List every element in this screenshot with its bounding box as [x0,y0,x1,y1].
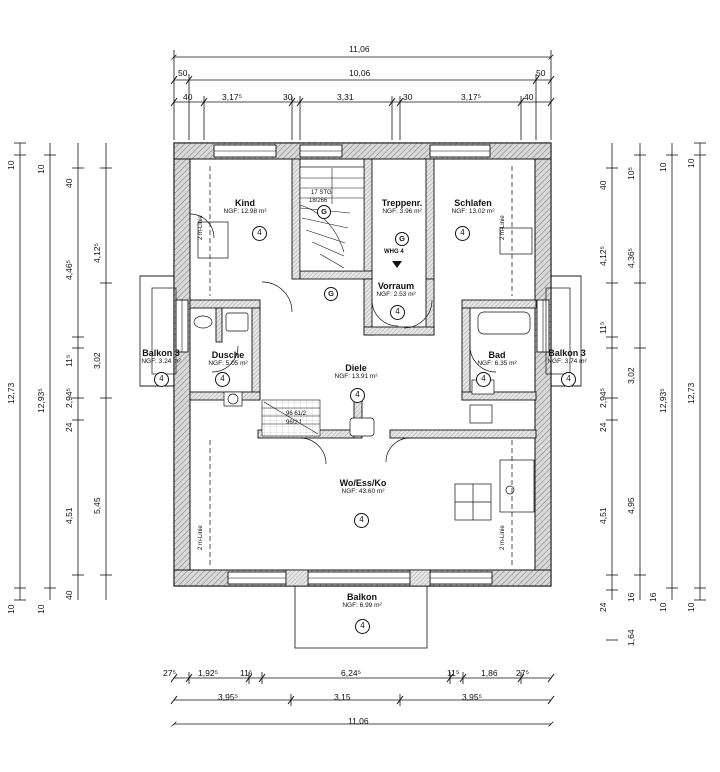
dim-left-inner-451: 4,51 [64,507,74,524]
room-wo-ess-ko [325,478,401,495]
dim-bot1-186: 1,86 [481,668,498,678]
room-diele [322,363,390,380]
room-balkon3-right-area: NGF: 3.74 m² [547,358,587,365]
dim-right-mid-105: 10⁵ [626,167,636,180]
dim-right-outer-10b: 10 [658,602,668,612]
dim-left-outer-10b: 10 [6,604,16,614]
dim-right-mid-495: 4,95 [626,497,636,514]
dim-bot3-total: 11,06 [348,716,369,726]
axis-label-2m-right-lower: 2 m-Linie [500,525,506,550]
room-bad-name: Bad [488,350,506,360]
dim-left-inner2-4125: 4,12⁵ [92,242,102,263]
dim-right-inner-2945: 2,94⁵ [598,387,608,408]
label-whg: WHG 4 [384,249,404,255]
dim-left-outer-10a: 10 [6,160,16,170]
dim-left-inner2-302: 3,02 [92,352,102,369]
dim-left-mid-12935: 12,93⁵ [36,388,46,413]
stair-note-2: 18/266 [309,198,328,204]
room-treppenr-area: NGF: 3.96 m² [382,208,422,215]
room-bad-badge: 4 [476,372,491,387]
dim-top3-3175b: 3,17⁵ [461,92,482,102]
dim-bot2-3955a: 3,95⁵ [218,692,239,702]
dim-right-mid-4365: 4,36⁵ [626,247,636,268]
dim-right-inner-115: 11⁵ [598,321,608,334]
g-marker-stair: G [317,205,331,219]
dim-left-mid-10b: 10 [36,604,46,614]
room-balkon-badge: 4 [355,619,370,634]
dim-left-inner-40a: 40 [64,178,74,188]
dim-right-mid-164: 1,64 [626,629,636,646]
dim-bot1-115b: 11⁵ [447,668,460,678]
room-vorraum-badge: 4 [390,305,405,320]
dim-bot1-275b: 27⁵ [516,668,529,678]
room-balkon3-right [536,348,598,365]
room-dusche-name: Dusche [211,350,245,360]
dim-top3-40b: 40 [524,92,534,102]
dim-left-outer-1273: 12,73 [6,382,16,404]
g-marker-vorraum-top: G [395,232,409,246]
room-balkon-area: NGF: 6.99 m² [342,602,382,609]
room-kind [212,198,278,215]
room-balkon3-left-area: NGF: 3.24 m² [141,358,181,365]
dim-bot1-6245: 6,24⁵ [341,668,362,678]
dim-top3-331: 3,31 [337,92,354,102]
dim-left-inner-24: 24 [64,422,74,432]
room-vorraum-area: NGF: 2.53 m² [376,291,416,298]
room-balkon3-left-name: Balkon 3 [142,348,180,358]
dim-left-inner-115: 11⁵ [64,354,74,367]
dim-left-inner2-545: 5,45 [92,497,102,514]
dim-top3-30b: 30 [403,92,413,102]
dim-right-inner-4125: 4,12⁵ [598,245,608,266]
room-wo-ess-ko-area: NGF: 43.60 m² [341,488,385,495]
door-note-1: 96 61/2 [286,411,307,417]
dim-right-inner-451: 4,51 [598,507,608,524]
dim-right-mid-16a: 16 [626,592,636,602]
dim-right-far-10b: 10 [686,602,696,612]
dim-left-inner-2945: 2,94⁵ [64,387,74,408]
dim-bot1-115a: 11⁵ [240,668,253,678]
dim-top-total: 11,06 [349,44,370,54]
room-schlafen [440,198,506,215]
dim-bot1-1925: 1,92⁵ [198,668,219,678]
dim-top3-30a: 30 [283,92,293,102]
dim-top-1006: 10,06 [349,68,371,78]
room-treppenr [371,198,433,215]
room-wo-ess-ko-badge: 4 [354,513,369,528]
room-balkon [328,592,396,609]
room-schlafen-name: Schlafen [454,198,492,208]
dim-right-far-1273: 12,73 [686,382,696,404]
room-vorraum [363,281,429,298]
axis-label-2m-left-upper: 2 m-Linie [198,215,204,240]
room-schlafen-area: NGF: 13.02 m² [451,208,495,215]
room-balkon3-left-badge: 4 [154,372,169,387]
dim-bot1-275a: 27⁵ [163,668,176,678]
dim-right-mid-302: 3,02 [626,367,636,384]
room-dusche-area: NGF: 5.05 m² [208,360,248,367]
dim-left-inner-4465: 4,46⁵ [64,259,74,280]
dim-right-outer-12935: 12,93⁵ [658,388,668,413]
axis-label-2m-left-lower: 2 m-Linie [198,525,204,550]
stair-note-1: 17 STG [311,190,332,196]
dim-bot2-3955b: 3,95⁵ [462,692,483,702]
g-marker-diele: G [324,287,338,301]
room-bad [470,350,524,367]
dim-right-mid-16b: 16 [648,592,658,602]
room-bad-area: NGF: 6.35 m² [477,360,517,367]
room-dusche-badge: 4 [215,372,230,387]
room-diele-badge: 4 [350,388,365,403]
room-dusche [196,350,260,367]
dim-right-outer-10a: 10 [658,162,668,172]
room-balkon3-left [130,348,192,365]
dim-right-inner-40: 40 [598,180,608,190]
whg-arrow-icon [392,261,402,268]
room-wo-ess-ko-name: Wo/Ess/Ko [339,478,387,488]
axis-label-2m-right-upper: 2 m-Linie [500,215,506,240]
room-vorraum-name: Vorraum [377,281,415,291]
room-schlafen-badge: 4 [455,226,470,241]
room-kind-name: Kind [235,198,255,208]
room-balkon3-right-name: Balkon 3 [548,348,586,358]
room-balkon-name: Balkon [346,592,377,602]
room-treppenr-name: Treppenr. [381,198,423,208]
room-balkon3-right-badge: 4 [561,372,576,387]
dim-bot2-315: 3,15 [334,692,351,702]
dim-right-inner-24a: 24 [598,422,608,432]
dim-top3-3175a: 3,17⁵ [222,92,243,102]
room-diele-area: NGF: 13.91 m² [334,373,378,380]
room-kind-area: NGF: 12.98 m² [223,208,267,215]
dim-top-right-50: 50 [536,68,546,78]
dim-right-far-10a: 10 [686,158,696,168]
dim-top3-40a: 40 [183,92,193,102]
dim-left-inner-40b: 40 [64,590,74,600]
room-kind-badge: 4 [252,226,267,241]
dim-top-left-50: 50 [178,68,188,78]
room-diele-name: Diele [345,363,367,373]
door-note-2: 96/2 f [286,420,302,426]
dim-right-inner-24b: 24 [598,602,608,612]
dim-left-mid-10a: 10 [36,164,46,174]
